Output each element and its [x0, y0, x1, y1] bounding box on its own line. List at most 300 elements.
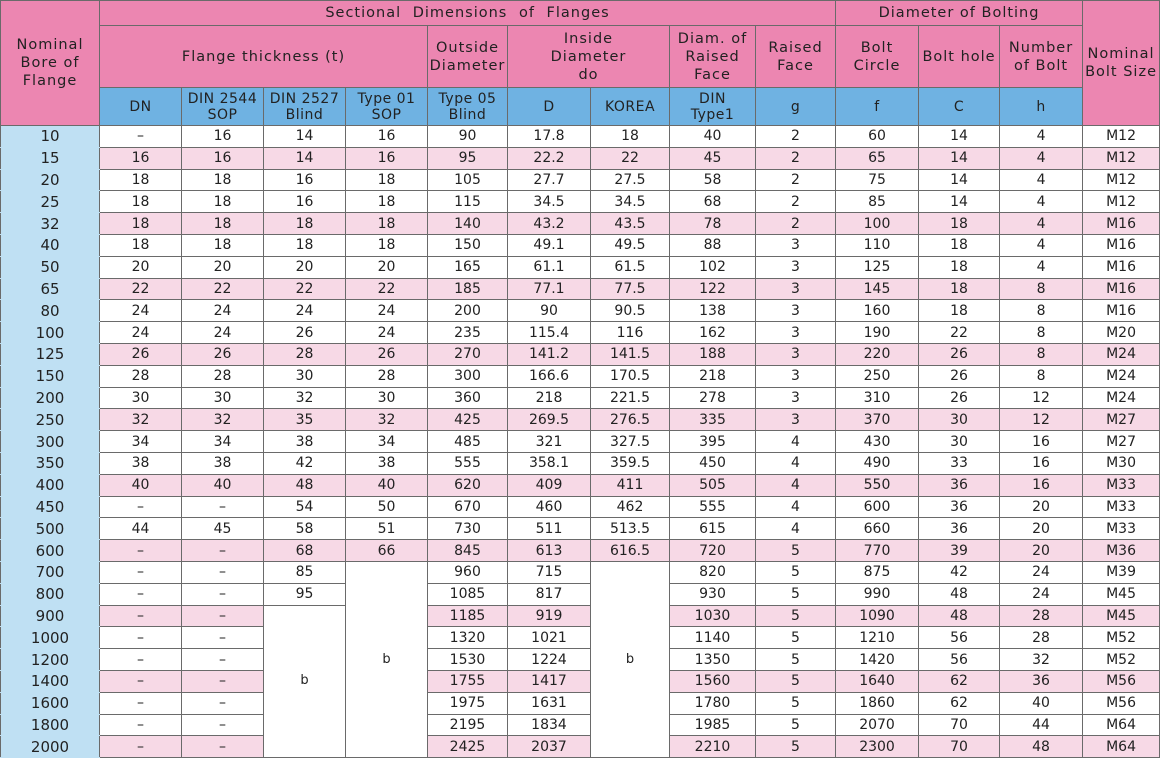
table-row — [1, 387, 1160, 409]
cell-d: 1755 — [428, 670, 508, 692]
cell-h: 22 — [919, 322, 1000, 344]
cell-bolt: M52 — [1083, 627, 1160, 649]
table-row — [1, 649, 1160, 671]
merged-note-type01: b — [264, 605, 346, 758]
cell-f: 5 — [756, 670, 836, 692]
cell-type01: 24 — [264, 300, 346, 322]
table-row — [1, 561, 1160, 583]
cell-n: 8 — [1000, 365, 1083, 387]
cell-din2544: – — [100, 496, 182, 518]
cell-h: 26 — [919, 343, 1000, 365]
cell-din2527: 18 — [182, 169, 264, 191]
cell-dn: 50 — [1, 256, 100, 278]
table-body — [1, 126, 1160, 758]
cell-g: 930 — [670, 583, 756, 605]
header-sectional-dimensions: Sectional Dimensions of Flanges — [100, 1, 836, 26]
header-outside-diameter: Outside Diameter — [428, 26, 508, 88]
cell-c: 145 — [836, 278, 919, 300]
cell-din2544: – — [100, 605, 182, 627]
cell-korea: 409 — [508, 474, 591, 496]
cell-din2544: 18 — [100, 213, 182, 235]
cell-type01: 35 — [264, 409, 346, 431]
cell-din2527: 30 — [182, 387, 264, 409]
header-nominal-bolt-size: Nominal Bolt Size — [1083, 1, 1160, 126]
table-row — [1, 126, 1160, 148]
cell-din2527: 32 — [182, 409, 264, 431]
cell-f: 4 — [756, 431, 836, 453]
cell-g: 188 — [670, 343, 756, 365]
cell-din2544: 44 — [100, 518, 182, 540]
cell-din2544: 30 — [100, 387, 182, 409]
subheader-din2527: DIN 2527 Blind — [264, 88, 346, 126]
cell-c: 60 — [836, 126, 919, 148]
cell-h: 70 — [919, 714, 1000, 736]
table-row — [1, 496, 1160, 518]
cell-f: 5 — [756, 736, 836, 758]
cell-din2544: – — [100, 561, 182, 583]
cell-h: 14 — [919, 191, 1000, 213]
cell-din-type1: 77.5 — [591, 278, 670, 300]
cell-f: 4 — [756, 452, 836, 474]
cell-g: 78 — [670, 213, 756, 235]
cell-h: 70 — [919, 736, 1000, 758]
cell-d: 115 — [428, 191, 508, 213]
cell-din-type1: 27.5 — [591, 169, 670, 191]
cell-korea: 141.2 — [508, 343, 591, 365]
cell-h: 18 — [919, 213, 1000, 235]
cell-type05: 28 — [346, 365, 428, 387]
cell-h: 18 — [919, 256, 1000, 278]
cell-dn: 65 — [1, 278, 100, 300]
cell-dn: 15 — [1, 147, 100, 169]
cell-korea: 358.1 — [508, 452, 591, 474]
cell-g: 138 — [670, 300, 756, 322]
cell-f: 2 — [756, 191, 836, 213]
cell-din2544: 18 — [100, 169, 182, 191]
cell-type01: 32 — [264, 387, 346, 409]
cell-korea: 511 — [508, 518, 591, 540]
cell-c: 65 — [836, 147, 919, 169]
cell-korea: 2037 — [508, 736, 591, 758]
cell-korea: 321 — [508, 431, 591, 453]
cell-dn: 150 — [1, 365, 100, 387]
cell-h: 30 — [919, 431, 1000, 453]
cell-n: 8 — [1000, 278, 1083, 300]
cell-f: 3 — [756, 256, 836, 278]
cell-h: 48 — [919, 583, 1000, 605]
cell-type05: 20 — [346, 256, 428, 278]
cell-h: 18 — [919, 278, 1000, 300]
cell-bolt: M33 — [1083, 474, 1160, 496]
cell-g: 58 — [670, 169, 756, 191]
cell-f: 5 — [756, 692, 836, 714]
cell-bolt: M27 — [1083, 409, 1160, 431]
cell-f: 3 — [756, 300, 836, 322]
cell-n: 8 — [1000, 300, 1083, 322]
cell-type01: 16 — [264, 191, 346, 213]
cell-korea: 1631 — [508, 692, 591, 714]
cell-bolt: M56 — [1083, 670, 1160, 692]
cell-f: 2 — [756, 213, 836, 235]
cell-din2527: 18 — [182, 213, 264, 235]
cell-korea: 1417 — [508, 670, 591, 692]
header-flange-thickness: Flange thickness (t) — [100, 26, 428, 88]
cell-korea: 460 — [508, 496, 591, 518]
cell-f: 2 — [756, 147, 836, 169]
cell-bolt: M12 — [1083, 126, 1160, 148]
cell-g: 820 — [670, 561, 756, 583]
cell-g: 555 — [670, 496, 756, 518]
cell-g: 505 — [670, 474, 756, 496]
cell-din-type1: 462 — [591, 496, 670, 518]
cell-dn: 25 — [1, 191, 100, 213]
cell-dn: 300 — [1, 431, 100, 453]
cell-dn: 80 — [1, 300, 100, 322]
cell-d: 105 — [428, 169, 508, 191]
cell-g: 1780 — [670, 692, 756, 714]
cell-h: 30 — [919, 409, 1000, 431]
cell-f: 3 — [756, 278, 836, 300]
cell-f: 5 — [756, 561, 836, 583]
cell-h: 39 — [919, 540, 1000, 562]
cell-korea: 1224 — [508, 649, 591, 671]
cell-h: 14 — [919, 147, 1000, 169]
cell-korea: 90 — [508, 300, 591, 322]
cell-din-type1: 18 — [591, 126, 670, 148]
table-row — [1, 191, 1160, 213]
cell-bolt: M20 — [1083, 322, 1160, 344]
merged-note-din-type1: b — [591, 561, 670, 757]
table-row — [1, 452, 1160, 474]
cell-n: 16 — [1000, 431, 1083, 453]
cell-g: 122 — [670, 278, 756, 300]
cell-bolt: M12 — [1083, 169, 1160, 191]
cell-type05: 51 — [346, 518, 428, 540]
cell-d: 1320 — [428, 627, 508, 649]
cell-h: 62 — [919, 670, 1000, 692]
cell-dn: 200 — [1, 387, 100, 409]
cell-dn: 1200 — [1, 649, 100, 671]
cell-din2544: – — [100, 540, 182, 562]
cell-type05: 16 — [346, 126, 428, 148]
cell-bolt: M16 — [1083, 234, 1160, 256]
cell-korea: 1834 — [508, 714, 591, 736]
cell-d: 90 — [428, 126, 508, 148]
cell-korea: 919 — [508, 605, 591, 627]
subheader-h: h — [1000, 88, 1083, 126]
cell-bolt: M39 — [1083, 561, 1160, 583]
cell-c: 990 — [836, 583, 919, 605]
cell-dn: 500 — [1, 518, 100, 540]
cell-type01: 48 — [264, 474, 346, 496]
cell-dn: 10 — [1, 126, 100, 148]
cell-n: 4 — [1000, 169, 1083, 191]
cell-din-type1: 411 — [591, 474, 670, 496]
table-row — [1, 322, 1160, 344]
cell-type05: 22 — [346, 278, 428, 300]
header-number-of-bolt: Number of Bolt — [1000, 26, 1083, 88]
cell-c: 190 — [836, 322, 919, 344]
cell-d: 1185 — [428, 605, 508, 627]
cell-type05: 18 — [346, 213, 428, 235]
cell-din-type1: 221.5 — [591, 387, 670, 409]
cell-din2527: 22 — [182, 278, 264, 300]
subheader-din2544: DIN 2544 SOP — [182, 88, 264, 126]
cell-n: 4 — [1000, 126, 1083, 148]
cell-type05: 38 — [346, 452, 428, 474]
table-row — [1, 736, 1160, 758]
cell-n: 20 — [1000, 518, 1083, 540]
cell-din2527: – — [182, 736, 264, 758]
cell-dn: 1600 — [1, 692, 100, 714]
cell-c: 85 — [836, 191, 919, 213]
merged-note-type05: b — [346, 561, 428, 757]
cell-bolt: M64 — [1083, 714, 1160, 736]
cell-h: 56 — [919, 649, 1000, 671]
cell-korea: 43.2 — [508, 213, 591, 235]
cell-c: 550 — [836, 474, 919, 496]
cell-g: 450 — [670, 452, 756, 474]
cell-d: 235 — [428, 322, 508, 344]
cell-c: 100 — [836, 213, 919, 235]
cell-dn: 1400 — [1, 670, 100, 692]
table-row — [1, 605, 1160, 627]
cell-korea: 22.2 — [508, 147, 591, 169]
cell-h: 18 — [919, 234, 1000, 256]
cell-din2544: 28 — [100, 365, 182, 387]
table-row — [1, 147, 1160, 169]
cell-din2544: – — [100, 670, 182, 692]
subheader-type01: Type 01 SOP — [346, 88, 428, 126]
cell-d: 150 — [428, 234, 508, 256]
cell-n: 48 — [1000, 736, 1083, 758]
cell-n: 8 — [1000, 343, 1083, 365]
cell-type05: 30 — [346, 387, 428, 409]
cell-din2544: – — [100, 692, 182, 714]
cell-din2527: 28 — [182, 365, 264, 387]
cell-dn: 700 — [1, 561, 100, 583]
cell-f: 4 — [756, 518, 836, 540]
cell-c: 490 — [836, 452, 919, 474]
subheader-g: g — [756, 88, 836, 126]
cell-bolt: M33 — [1083, 496, 1160, 518]
cell-din2544: 24 — [100, 300, 182, 322]
cell-din-type1: 49.5 — [591, 234, 670, 256]
cell-din2527: – — [182, 714, 264, 736]
cell-g: 335 — [670, 409, 756, 431]
cell-type01: 42 — [264, 452, 346, 474]
cell-c: 310 — [836, 387, 919, 409]
cell-n: 44 — [1000, 714, 1083, 736]
cell-korea: 218 — [508, 387, 591, 409]
cell-bolt: M16 — [1083, 300, 1160, 322]
cell-dn: 600 — [1, 540, 100, 562]
cell-din2527: – — [182, 540, 264, 562]
cell-n: 28 — [1000, 627, 1083, 649]
cell-type05: 40 — [346, 474, 428, 496]
header-bolt-hole: Bolt hole — [919, 26, 1000, 88]
cell-dn: 450 — [1, 496, 100, 518]
cell-korea: 34.5 — [508, 191, 591, 213]
cell-bolt: M27 — [1083, 431, 1160, 453]
cell-bolt: M45 — [1083, 605, 1160, 627]
cell-din-type1: 116 — [591, 322, 670, 344]
cell-din2527: 20 — [182, 256, 264, 278]
cell-din2544: 24 — [100, 322, 182, 344]
cell-c: 1210 — [836, 627, 919, 649]
cell-din2544: 26 — [100, 343, 182, 365]
cell-din-type1: 276.5 — [591, 409, 670, 431]
cell-din2527: 40 — [182, 474, 264, 496]
cell-c: 160 — [836, 300, 919, 322]
cell-din-type1: 616.5 — [591, 540, 670, 562]
cell-din-type1: 170.5 — [591, 365, 670, 387]
cell-din2544: 22 — [100, 278, 182, 300]
cell-type01: 22 — [264, 278, 346, 300]
cell-din2527: 18 — [182, 191, 264, 213]
cell-din2544: 20 — [100, 256, 182, 278]
cell-din2544: – — [100, 126, 182, 148]
cell-din2527: 24 — [182, 300, 264, 322]
cell-korea: 17.8 — [508, 126, 591, 148]
table-row — [1, 627, 1160, 649]
table-row — [1, 343, 1160, 365]
cell-g: 40 — [670, 126, 756, 148]
cell-c: 2300 — [836, 736, 919, 758]
table-row — [1, 518, 1160, 540]
subheader-d: D — [508, 88, 591, 126]
cell-c: 250 — [836, 365, 919, 387]
cell-type05: 16 — [346, 147, 428, 169]
cell-bolt: M30 — [1083, 452, 1160, 474]
cell-d: 270 — [428, 343, 508, 365]
cell-type05: 50 — [346, 496, 428, 518]
table-row — [1, 431, 1160, 453]
cell-type05: 18 — [346, 234, 428, 256]
table-row — [1, 474, 1160, 496]
cell-f: 4 — [756, 496, 836, 518]
cell-bolt: M24 — [1083, 343, 1160, 365]
cell-type01: 54 — [264, 496, 346, 518]
cell-f: 5 — [756, 605, 836, 627]
cell-din2527: – — [182, 605, 264, 627]
cell-h: 36 — [919, 474, 1000, 496]
cell-dn: 350 — [1, 452, 100, 474]
cell-din2544: – — [100, 583, 182, 605]
table-row — [1, 234, 1160, 256]
cell-d: 1530 — [428, 649, 508, 671]
cell-n: 20 — [1000, 540, 1083, 562]
table-row — [1, 213, 1160, 235]
cell-din-type1: 34.5 — [591, 191, 670, 213]
cell-n: 4 — [1000, 234, 1083, 256]
cell-din2544: – — [100, 714, 182, 736]
cell-bolt: M16 — [1083, 256, 1160, 278]
cell-type05: 18 — [346, 191, 428, 213]
cell-dn: 800 — [1, 583, 100, 605]
cell-n: 20 — [1000, 496, 1083, 518]
cell-din-type1: 43.5 — [591, 213, 670, 235]
cell-f: 3 — [756, 343, 836, 365]
cell-d: 670 — [428, 496, 508, 518]
cell-f: 5 — [756, 583, 836, 605]
cell-dn: 1800 — [1, 714, 100, 736]
cell-d: 2425 — [428, 736, 508, 758]
cell-bolt: M64 — [1083, 736, 1160, 758]
cell-d: 960 — [428, 561, 508, 583]
cell-f: 3 — [756, 234, 836, 256]
cell-d: 555 — [428, 452, 508, 474]
table-row — [1, 300, 1160, 322]
cell-c: 370 — [836, 409, 919, 431]
cell-g: 1350 — [670, 649, 756, 671]
cell-bolt: M16 — [1083, 278, 1160, 300]
cell-g: 2210 — [670, 736, 756, 758]
cell-n: 28 — [1000, 605, 1083, 627]
header-diameter-of-bolting: Diameter of Bolting — [836, 1, 1083, 26]
cell-din2527: 18 — [182, 234, 264, 256]
cell-dn: 900 — [1, 605, 100, 627]
cell-c: 875 — [836, 561, 919, 583]
cell-type01: 18 — [264, 213, 346, 235]
cell-c: 75 — [836, 169, 919, 191]
cell-d: 620 — [428, 474, 508, 496]
cell-g: 1030 — [670, 605, 756, 627]
cell-din2527: – — [182, 561, 264, 583]
cell-n: 4 — [1000, 256, 1083, 278]
cell-type01: 14 — [264, 147, 346, 169]
cell-f: 5 — [756, 649, 836, 671]
cell-din-type1: 22 — [591, 147, 670, 169]
subheader-dn: DN — [100, 88, 182, 126]
cell-h: 14 — [919, 126, 1000, 148]
cell-din2527: 26 — [182, 343, 264, 365]
cell-c: 1640 — [836, 670, 919, 692]
cell-g: 68 — [670, 191, 756, 213]
header-raised-face: Raised Face — [756, 26, 836, 88]
cell-type01: 68 — [264, 540, 346, 562]
cell-din2544: – — [100, 736, 182, 758]
table-row — [1, 692, 1160, 714]
cell-f: 3 — [756, 322, 836, 344]
cell-c: 430 — [836, 431, 919, 453]
cell-bolt: M52 — [1083, 649, 1160, 671]
cell-din2544: 34 — [100, 431, 182, 453]
cell-din2527: 34 — [182, 431, 264, 453]
cell-dn: 1000 — [1, 627, 100, 649]
cell-type05: 24 — [346, 322, 428, 344]
cell-din2544: 18 — [100, 191, 182, 213]
table-row — [1, 583, 1160, 605]
cell-type01: 58 — [264, 518, 346, 540]
cell-bolt: M12 — [1083, 147, 1160, 169]
cell-din2544: – — [100, 649, 182, 671]
cell-din2527: 24 — [182, 322, 264, 344]
table-row — [1, 365, 1160, 387]
cell-korea: 269.5 — [508, 409, 591, 431]
cell-din2527: – — [182, 649, 264, 671]
cell-bolt: M33 — [1083, 518, 1160, 540]
header-inside-diameter: Inside Diameter do — [508, 26, 670, 88]
cell-d: 1085 — [428, 583, 508, 605]
subheader-korea: KOREA — [591, 88, 670, 126]
cell-type01: 26 — [264, 322, 346, 344]
cell-type01: 95 — [264, 583, 346, 605]
cell-d: 185 — [428, 278, 508, 300]
cell-bolt: M56 — [1083, 692, 1160, 714]
cell-din2544: 32 — [100, 409, 182, 431]
cell-h: 26 — [919, 387, 1000, 409]
